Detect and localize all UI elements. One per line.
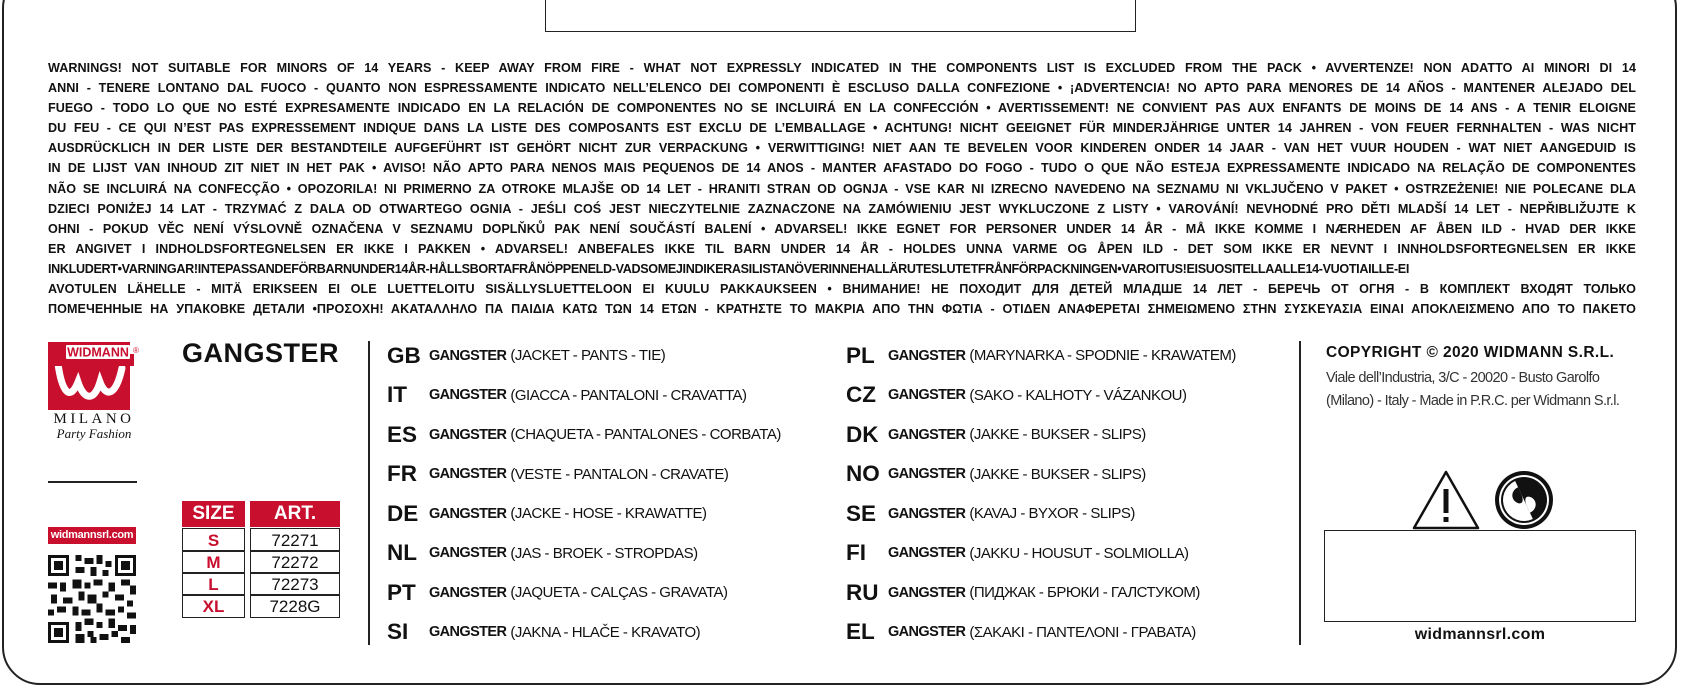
product-description: (JAQUETA - CALÇAS - GRAVATA) bbox=[510, 584, 728, 602]
warning-line: DZIECI PONIŻEJ 14 LAT - TRZYMAĆ Z DALA OD OTWARTEGO OGNIA - JEŚLI COŚ JEST NIECZYTELNIE ZAZNACZONE NA ZAMÓWIENIU JEST WYKLUCZONE Z LISTY • VAROVÁNÍ! NEVHODNÉ PRO DĚTI MLADŠÍ 14 LET - NEPŘIBLIŽUJTE K bbox=[48, 201, 1636, 216]
product-description: (JAKKU - HOUSUT - SOLMIOLLA) bbox=[969, 544, 1189, 562]
language-code: FR bbox=[387, 461, 417, 487]
svg-text:WIDMANN: WIDMANN bbox=[67, 345, 129, 360]
language-code: IT bbox=[387, 382, 407, 408]
divider bbox=[48, 481, 137, 483]
language-row bbox=[846, 376, 1236, 416]
warning-line: WARNINGS! NOT SUITABLE FOR MINORS OF 14 YEARS - KEEP AWAY FROM FIRE - WHAT NOT EXPRESSLY INDICATED IN THE COMPONENTS LIST IS EXCLUDED FROM THE PACK • AVVERTENZE! NON ADATTO AI MINORI DI 14 bbox=[48, 61, 1636, 75]
product-name: GANGSTER bbox=[888, 584, 966, 601]
language-row bbox=[846, 573, 1236, 613]
language-row bbox=[387, 573, 781, 613]
product-description: (VESTE - PANTALON - CRAVATE) bbox=[510, 465, 729, 483]
symbols bbox=[1411, 469, 1555, 531]
product-name: GANGSTER bbox=[429, 624, 507, 641]
art-cell: 72273 bbox=[250, 572, 340, 596]
language-code: NO bbox=[846, 461, 880, 487]
language-list-left bbox=[387, 336, 781, 652]
language-code: PT bbox=[387, 579, 416, 605]
product-name: GANGSTER bbox=[429, 466, 507, 483]
size-cell: L bbox=[182, 572, 245, 596]
language-code: NL bbox=[387, 540, 417, 566]
language-code: EL bbox=[846, 619, 875, 645]
language-row bbox=[846, 415, 1236, 455]
language-code: RU bbox=[846, 579, 879, 605]
widmann-logo bbox=[48, 342, 140, 441]
product-description: (JAKKE - BUKSER - SLIPS) bbox=[969, 426, 1146, 444]
language-row bbox=[387, 455, 781, 495]
logo-city: MILANO bbox=[53, 411, 135, 427]
language-row bbox=[387, 494, 781, 534]
qr-code-icon bbox=[48, 555, 136, 643]
warning-line: NÃO SE INCLUIRÁ NA CONFECÇÃO • OPOZORILA! NI PRIMERNO ZA OTROKE MLAJŠE OD 14 LET - HRANITI STRAN OD OGNJA - VSE KAR NI IZRECNO NAVEDENO NA SEZNAMU NI VKLJUČENO V PAKET • OSTRZEŻENIE! NIE POLECANE DLA bbox=[48, 181, 1636, 196]
language-code: FI bbox=[846, 540, 866, 566]
product-name: GANGSTER bbox=[429, 584, 507, 601]
product-description: (JAS - BROEK - STROPDAS) bbox=[510, 544, 698, 562]
copyright-block bbox=[1326, 343, 1641, 413]
language-code: SE bbox=[846, 500, 877, 526]
art-header: ART. bbox=[250, 501, 340, 527]
site-badge: widmannsrl.com bbox=[48, 527, 136, 544]
language-row bbox=[846, 336, 1236, 376]
divider bbox=[1299, 341, 1301, 645]
warning-line: AUSDRÜCKLICH IN DER LISTE DER BESTANDTEILE AUFGEFÜHRT IST GEHÖRT NICHT ZUR VERPACKUNG • VERWITTIGING! NIET AAN TE BEVELEN VOOR KINDEREN ONDER 14 JAAR - VAN HET VUUR HOUDEN - WAT NIET AANGEDUID IS bbox=[48, 141, 1636, 156]
size-cell: M bbox=[182, 550, 245, 574]
warnings-text bbox=[48, 58, 1636, 319]
warning-line: INKLUDERT•VARNINGAR!INTEPASSANDEFÖRBARNUNDER14ÅR-HÅLLSBORTAFRÅNÖPPENELD-VADSOMEJINDIKERASILISTANÖVERINNEHALLÄRUTESLUTETFRÅNFÖRPACKNINGEN•VAROITUS!EISUOSITELLAALLE14-VUOTIAILLE-EI bbox=[48, 261, 1410, 276]
copyright-title: COPYRIGHT © 2020 WIDMANN S.R.L. bbox=[1326, 344, 1615, 361]
product-name: GANGSTER bbox=[888, 545, 966, 562]
green-dot-recycle-icon bbox=[1493, 469, 1555, 531]
top-label-box bbox=[545, 0, 1136, 32]
product-description: (CHAQUETA - PANTALONES - CORBATA) bbox=[510, 426, 781, 444]
warning-line: OHNI - POKUD VĚC NENÍ VÝSLOVNĚ OZNAČENA V SEZNAMU DOPLŇKŮ PAK NENÍ SOUČÁSTÍ BALENÍ • ADVARSEL! IKKE EGNET FOR PERSONER UNDER 14 ÅR - MÅ IKKE KOMME I NÆRHEDEN AF ÅBEN ILD - HVAD DER IKKE bbox=[48, 221, 1636, 236]
language-list-right bbox=[846, 336, 1236, 652]
product-description: (JACKE - HOSE - KRAWATTE) bbox=[510, 505, 707, 523]
product-name: GANGSTER bbox=[888, 624, 966, 641]
product-description: (KAVAJ - BYXOR - SLIPS) bbox=[969, 505, 1135, 523]
language-code: DK bbox=[846, 421, 879, 447]
product-title: GANGSTER bbox=[182, 338, 340, 368]
logo-tagline: Party Fashion bbox=[56, 426, 132, 441]
product-description: (ΣΑΚΑΚΙ - ΠΑΝΤΕΛΟΝΙ - ΓΡΑΒΑΤΑ) bbox=[969, 623, 1196, 641]
copyright-address: Viale dell’Industria, 3/C - 20020 - Busto Garolfo bbox=[1326, 370, 1600, 386]
art-cell: 72271 bbox=[250, 528, 340, 552]
warning-triangle-icon bbox=[1411, 469, 1481, 531]
size-cell: S bbox=[182, 528, 245, 552]
language-row bbox=[387, 534, 781, 574]
size-column bbox=[182, 528, 245, 618]
warning-line: DU FEU - CE QUI N’EST PAS EXPRESSEMENT INDIQUE DANS LA LISTE DES COMPOSANTS EST EXCLU DE L’EMBALLAGE • ACHTUNG! NICHT GEEIGNET FÜR MINDERJÄHRIGE UNTER 14 JAHREN - VON FEUER FERNHALTEN - WAS NICHT bbox=[48, 121, 1636, 136]
product-name: GANGSTER bbox=[888, 387, 966, 404]
warning-line: ПОМЕЧЕННЫЕ НА УПАКОВКЕ ДЕТАЛИ •ΠΡΟΣΟΧΗ! ΑΚΑΤΑΛΛΗΛΟ ΠΑ ΠΑΙΔΙΑ ΚΑΤΩ ΤΩΝ 14 ΕΤΩΝ - ΚΡΑΤΗΣΤΕ ΤΟ ΜΑΚΡΙΑ ΑΠΟ ΤΗΝ ΦΩΤΙΑ - ΟΤΙΔΕΝ ΑΝΑΦΕΡΕΤΑΙ ΣΗΜΕΙΩΜΕΝΟ ΣΤΗΝ ΣΥΣΚΕΥΑΣΙΑ ΕΙΝΑΙ ΑΠΟΚΛΕΙΣΜΕΝΟ ΑΠΟ ΤΟ ΠΑΚΕΤΟ bbox=[48, 302, 1636, 317]
language-row bbox=[387, 376, 781, 416]
website-url: widmannsrl.com bbox=[1414, 626, 1546, 643]
product-name: GANGSTER bbox=[429, 426, 507, 443]
warning-line: AVOTULEN LÄHELLE - MITÄ ERIKSEEN EI OLE LUETTELOITU SISÄLLYSLUETTELOON EI KUULU PAKKAUKSEEN • ВНИМАНИЕ! НЕ ПОХОДИТ ДЛЯ ДЕТЕЙ МЛАДШЕ 14 ЛЕТ - БЕРЕЧЬ ОТ ОГНЯ - В КОМПЛЕКТ ВХОДЯТ ТОЛЬКО bbox=[48, 282, 1636, 297]
art-cell: 72272 bbox=[250, 550, 340, 574]
product-name: GANGSTER bbox=[888, 347, 966, 364]
widmann-w-icon bbox=[48, 342, 140, 410]
svg-text:®: ® bbox=[133, 346, 139, 355]
product-description: (SAKO - KALHOTY - VÁZANKOU) bbox=[969, 386, 1187, 404]
product-description: (JAKKE - BUKSER - SLIPS) bbox=[969, 465, 1146, 483]
size-table-header bbox=[182, 501, 340, 527]
language-row bbox=[387, 415, 781, 455]
product-name: GANGSTER bbox=[429, 505, 507, 522]
language-row bbox=[846, 455, 1236, 495]
language-code: ES bbox=[387, 421, 418, 447]
language-code: SI bbox=[387, 619, 409, 645]
language-code: CZ bbox=[846, 382, 876, 408]
language-row bbox=[846, 534, 1236, 574]
language-row bbox=[846, 494, 1236, 534]
product-description: (JAKNA - HLAČE - KRAVATO) bbox=[510, 623, 701, 641]
copyright-address: (Milano) - Italy - Made in P.R.C. per Widmann S.r.l. bbox=[1326, 393, 1620, 409]
product-name: GANGSTER bbox=[888, 505, 966, 522]
language-code: DE bbox=[387, 500, 419, 526]
language-code: GB bbox=[387, 342, 421, 368]
size-table bbox=[182, 501, 340, 618]
product-name: GANGSTER bbox=[888, 466, 966, 483]
warning-line: IN DE LIJST VAN INHOUD ZIT NIET IN HET PAK • AVISO! NÃO APTO PARA NENOS MAIS PEQUENOS DE 14 ANOS - MANTER AFASTADO DO FOGO - TUDO O QUE NÃO ESTEJA EXPRESSAMENTE INDICADO NA RELAÇÃO DE COMPONENTES bbox=[48, 161, 1636, 176]
warning-line: FUEGO - TODO LO QUE NO ESTÉ EXPRESAMENTE INDICADO EN LA RELACIÓN DE COMPONENTES NO SE INCLUIRÁ EN LA CONFECCIÓN • AVERTISSEMENT! NE CONVIENT PAS AUX ENFANTS DE MOINS DE 14 ANS - A TENIR ELOIGNE bbox=[48, 101, 1636, 116]
size-cell: XL bbox=[182, 594, 245, 618]
product-name: GANGSTER bbox=[429, 545, 507, 562]
language-code: PL bbox=[846, 342, 875, 368]
warning-line: ANNI - TENERE LONTANO DAL FUOCO - QUANTO NON ESPRESSAMENTE INDICATO NELL’ELENCO DEI COMPONENTI È ESCLUSO DALLA CONFEZIONE • ¡ADVERTENCIA! NO APTO PARA MENORES DE 14 AÑOS - MANTENER ALEJADO DEL bbox=[48, 81, 1636, 96]
size-header: SIZE bbox=[182, 501, 245, 527]
art-cell: 7228G bbox=[250, 594, 340, 618]
product-description: (ПИДЖАК - БРЮКИ - ГАЛСТУКОМ) bbox=[969, 584, 1200, 602]
product-name: GANGSTER bbox=[429, 347, 507, 364]
product-name: GANGSTER bbox=[429, 387, 507, 404]
language-row bbox=[387, 336, 781, 376]
divider bbox=[368, 341, 370, 645]
barcode-box bbox=[1324, 530, 1636, 622]
product-description: (JACKET - PANTS - TIE) bbox=[510, 347, 666, 365]
product-description: (MARYNARKA - SPODNIE - KRAWATEM) bbox=[969, 347, 1236, 365]
language-row bbox=[846, 613, 1236, 653]
art-column bbox=[250, 528, 340, 618]
product-description: (GIACCA - PANTALONI - CRAVATTA) bbox=[510, 386, 747, 404]
language-row bbox=[387, 613, 781, 653]
product-name: GANGSTER bbox=[888, 426, 966, 443]
warning-line: ER ANGIVET I INDHOLDSFORTEGNELSEN ER IKKE I PAKKEN • ADVARSEL! ANBEFALES IKKE TIL BARN UNDER 14 ÅR - HOLDES UNNA VARME OG ÅPEN ILD - DET SOM IKKE ER NEVNT I INNHOLDSFORTEGNELSEN ER IKKE bbox=[48, 241, 1636, 256]
size-table-body bbox=[182, 528, 340, 618]
